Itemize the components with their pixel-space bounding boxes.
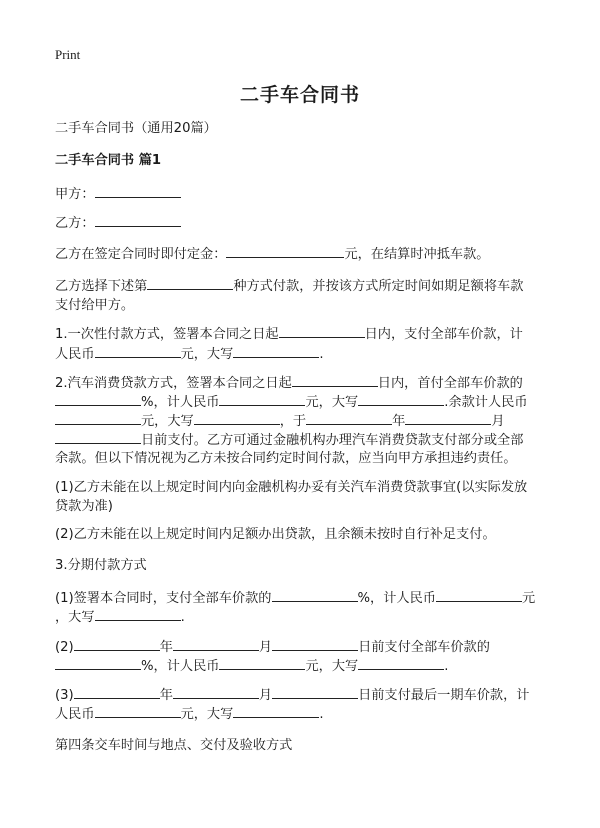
document-line	[55, 374, 523, 393]
fill-in-blank[interactable]	[74, 686, 160, 699]
line-text: .	[444, 659, 449, 674]
line-text: 日内，支付全部车价款，计	[364, 327, 523, 342]
line-text: %，计人民币	[141, 659, 220, 674]
document-line	[55, 657, 448, 676]
fill-in-blank[interactable]	[194, 412, 280, 425]
line-text: 月	[258, 640, 273, 655]
line-text: (1)乙方未能在以上规定时间内向金融机构办妥有关汽车消费贷款事宜(以实际发放	[55, 480, 528, 495]
document-line	[55, 214, 181, 233]
fill-in-blank[interactable]	[74, 638, 160, 651]
fill-in-blank[interactable]	[219, 393, 305, 406]
page-title: 二手车合同书	[239, 84, 360, 106]
fill-in-blank[interactable]	[436, 589, 522, 602]
fill-in-blank[interactable]	[219, 657, 305, 670]
fill-in-blank[interactable]	[358, 393, 444, 406]
fill-in-blank[interactable]	[95, 345, 181, 358]
line-text: (2)	[55, 640, 74, 655]
fill-in-blank[interactable]	[226, 245, 344, 258]
fill-in-blank[interactable]	[272, 686, 358, 699]
document-line	[55, 277, 523, 296]
fill-in-blank[interactable]	[95, 705, 181, 718]
document-line	[55, 479, 527, 497]
line-text: 人民币	[55, 347, 95, 362]
line-text: 乙方在签定合同时即付定金：	[55, 247, 227, 262]
print-link[interactable]: Print	[55, 47, 81, 62]
line-text: (2)乙方未能在以上规定时间内足额办出贷款，且余额未按时自行补足支付。	[55, 527, 496, 542]
document-line	[55, 297, 134, 315]
line-text: 1.一次性付款方式，签署本合同之日起	[55, 327, 279, 342]
fill-in-blank[interactable]	[272, 589, 358, 602]
line-text: 二手车合同书（通用20篇）	[55, 121, 217, 136]
document-line	[55, 705, 324, 724]
line-text: ，于	[279, 414, 307, 429]
document-line	[55, 325, 523, 344]
line-text: %，计人民币	[141, 395, 220, 410]
line-text: 贷款为准)	[55, 499, 113, 514]
line-text: 支付给甲方。	[55, 298, 135, 313]
line-text: (1)签署本合同时，支付全部车价款的	[55, 591, 272, 606]
line-text: 人民币	[55, 707, 95, 722]
fill-in-blank[interactable]	[292, 374, 378, 387]
line-text: 年	[159, 688, 173, 703]
line-text: 年	[392, 414, 406, 429]
line-text: 种方式付款，并按该方式所定时间如期足额将车款	[233, 279, 524, 294]
fill-in-blank[interactable]	[306, 412, 392, 425]
document-line	[55, 431, 523, 450]
document-line	[55, 608, 185, 627]
document-line	[55, 589, 535, 608]
fill-in-blank[interactable]	[55, 431, 141, 444]
document-line	[55, 412, 505, 431]
document-line	[55, 345, 324, 364]
line-text: 元	[521, 591, 536, 606]
document-line	[55, 450, 517, 468]
fill-in-blank[interactable]	[95, 608, 181, 621]
line-text: 月	[258, 688, 273, 703]
fill-in-blank[interactable]	[405, 412, 491, 425]
document-line	[55, 393, 528, 412]
line-text: 甲方：	[55, 187, 95, 202]
fill-in-blank[interactable]	[233, 345, 319, 358]
document-line	[55, 498, 113, 516]
fill-in-blank[interactable]	[173, 638, 259, 651]
line-text: 元，大写	[305, 659, 359, 674]
document-line	[55, 245, 490, 264]
line-text: 元，大写	[305, 395, 359, 410]
fill-in-blank[interactable]	[55, 657, 141, 670]
line-text: 第四条交车时间与地点、交付及验收方式	[55, 738, 293, 753]
line-text: 余款。但以下情况视为乙方未按合同约定时间付款，应当向甲方承担违约责任。	[55, 451, 517, 466]
line-text: 乙方选择下述第	[55, 279, 148, 294]
document-line	[55, 120, 217, 138]
line-text: 月	[491, 414, 505, 429]
line-text: .	[319, 707, 324, 722]
fill-in-blank[interactable]	[272, 638, 358, 651]
fill-in-blank[interactable]	[358, 657, 444, 670]
line-text: 元，在结算时冲抵车款。	[344, 247, 490, 262]
document-line	[55, 152, 161, 170]
line-text: 乙方：	[55, 216, 95, 231]
line-text: .	[180, 610, 185, 625]
document-line	[55, 686, 530, 705]
line-text: 日前支付最后一期车价款，计	[358, 688, 530, 703]
line-text: 二手车合同书 篇1	[55, 153, 162, 168]
line-text: 元，大写	[180, 707, 234, 722]
line-text: (3)	[55, 688, 74, 703]
fill-in-blank[interactable]	[173, 686, 259, 699]
document-line	[55, 638, 490, 657]
line-text: 3.分期付款方式	[55, 558, 147, 573]
line-text: .余款计人民币	[444, 395, 528, 410]
line-text: 年	[159, 640, 173, 655]
fill-in-blank[interactable]	[95, 214, 181, 227]
fill-in-blank[interactable]	[55, 393, 141, 406]
line-text: 元，大写	[180, 347, 234, 362]
document-line	[55, 526, 496, 544]
line-text: 日内，首付全部车价款的	[377, 376, 523, 391]
line-text: 日前支付全部车价款的	[358, 640, 490, 655]
line-text: .	[319, 347, 324, 362]
fill-in-blank[interactable]	[279, 325, 365, 338]
fill-in-blank[interactable]	[147, 277, 233, 290]
document-line	[55, 737, 292, 755]
line-text: ，大写	[55, 610, 95, 625]
line-text: 2.汽车消费贷款方式，签署本合同之日起	[55, 376, 292, 391]
document-line	[55, 185, 181, 204]
fill-in-blank[interactable]	[233, 705, 319, 718]
document-line	[55, 557, 147, 575]
line-text: 元，大写	[141, 414, 194, 429]
fill-in-blank[interactable]	[55, 412, 141, 425]
line-text: 日前支付。乙方可通过金融机构办理汽车消费贷款支付部分或全部	[141, 433, 524, 448]
fill-in-blank[interactable]	[95, 185, 181, 198]
line-text: %，计人民币	[357, 591, 436, 606]
